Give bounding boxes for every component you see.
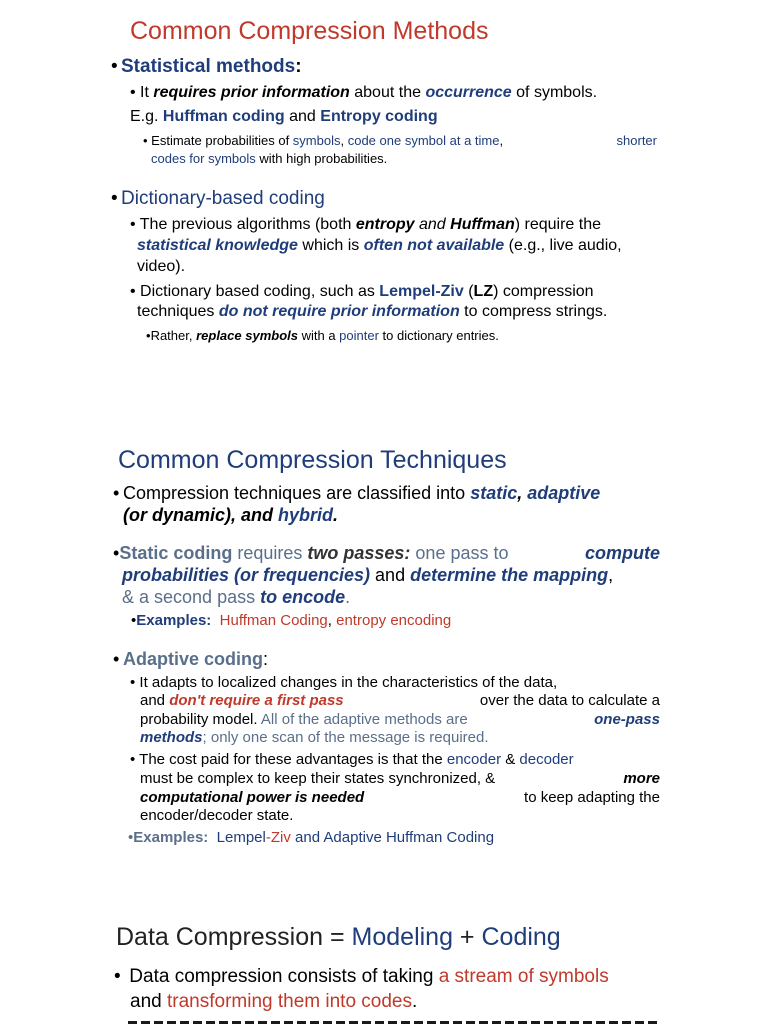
- text: Examples:: [136, 612, 212, 629]
- text: must be complex to keep their states synchronized, &: [140, 770, 500, 787]
- text: ,: [327, 612, 337, 629]
- text: about the: [349, 84, 426, 101]
- text: techniques: [137, 303, 219, 320]
- dict-b1-line2: [137, 237, 622, 255]
- text: ,: [517, 483, 528, 503]
- stat-heading: • Statistical methods:: [111, 56, 302, 77]
- text: Modeling: [351, 923, 453, 951]
- text: requires prior information: [153, 84, 350, 101]
- text: probability model.: [140, 711, 261, 728]
- ad-b1-line1: [130, 674, 660, 691]
- adaptive-heading-text: Adaptive coding: [123, 649, 264, 669]
- text: Compression techniques are classified into: [123, 483, 471, 503]
- text: Examples:: [133, 829, 209, 846]
- text: :: [263, 649, 269, 669]
- static-examples: [131, 612, 451, 629]
- stat-line2: [130, 108, 438, 126]
- text: Data compression consists of taking: [129, 966, 439, 987]
- ad-b1-line3: [140, 711, 660, 728]
- text: entropy: [355, 216, 415, 233]
- text: more: [623, 770, 660, 787]
- text: code one symbol at a time: [347, 133, 500, 148]
- text: Huffman Coding: [219, 612, 328, 629]
- static-line3: [122, 587, 350, 608]
- text: static: [470, 483, 518, 503]
- text: Coding: [481, 923, 561, 951]
- text: a stream of symbols: [438, 966, 609, 987]
- dict-b2-line2: [137, 303, 607, 321]
- text: The previous algorithms (both: [139, 216, 356, 233]
- text: over the data to calculate a: [475, 692, 660, 709]
- text: -Ziv: [265, 829, 291, 846]
- text: encoder: [446, 751, 502, 768]
- text: Estimate probabilities of: [151, 133, 293, 148]
- bullet-glyph: •: [146, 328, 151, 343]
- text: do not require prior information: [218, 303, 460, 320]
- adaptive-examples: [128, 829, 494, 846]
- static-line1: [113, 543, 660, 564]
- text: Rather,: [150, 328, 197, 343]
- dict-sub: [146, 328, 499, 343]
- dict-b2-line1: [130, 283, 657, 301]
- slide2-title: Common Compression Techniques: [118, 446, 507, 474]
- s3-b1-line2: [130, 991, 417, 1013]
- text: It adapts to localized changes in the characteristics of the data,: [139, 674, 558, 691]
- stat-sub-line2: [151, 151, 387, 166]
- text: +: [452, 923, 482, 951]
- bullet-glyph: •: [130, 674, 140, 691]
- text: codes for symbols: [151, 151, 256, 166]
- text: and: [290, 829, 324, 846]
- bullet-glyph: •: [128, 829, 134, 846]
- dict-b1-line1: [130, 216, 657, 234]
- text: ,: [340, 133, 348, 148]
- bullet-glyph: •: [130, 283, 141, 300]
- text: ,: [499, 133, 507, 148]
- ad-b2-line4: encoder/decoder state.: [140, 807, 294, 824]
- text: one pass to: [410, 543, 514, 563]
- text: & a second pass: [122, 587, 261, 607]
- dict-b1-line3: video).: [137, 258, 186, 275]
- slide3-title: [116, 923, 561, 952]
- text: of symbols.: [511, 84, 598, 101]
- text: to dictionary entries.: [378, 328, 499, 343]
- cut-off-line: [128, 1017, 658, 1024]
- text: hybrid: [278, 505, 334, 525]
- s2-b1-line1: • Compression techniques are classified into static, adaptive: [113, 483, 601, 503]
- s2-b1-line2: [123, 505, 338, 526]
- bullet-glyph: •: [143, 133, 152, 148]
- text: requires: [232, 543, 308, 563]
- s3-b1-line1: • Data compression consists of taking a stream of symbols: [114, 966, 609, 987]
- text: decoder: [519, 751, 574, 768]
- text: .: [333, 505, 339, 525]
- text: adaptive: [527, 483, 601, 503]
- text: compute: [584, 543, 660, 563]
- text: and: [140, 692, 170, 709]
- bullet-glyph: •: [130, 216, 140, 233]
- text: and: [284, 108, 321, 125]
- static-line2: [122, 565, 613, 586]
- dict-heading: • Dictionary-based coding: [111, 188, 325, 209]
- text: statistical knowledge: [137, 237, 298, 254]
- text: determine the mapping: [410, 565, 609, 585]
- text: with high probabilities.: [255, 151, 388, 166]
- text: The cost paid for these advantages is that the: [139, 751, 447, 768]
- text: occurrence: [425, 84, 512, 101]
- text: Static coding: [119, 543, 233, 563]
- ad-b2-line2: [140, 770, 660, 787]
- text: .: [412, 991, 418, 1012]
- stat-heading-text: Statistical methods: [121, 56, 296, 77]
- dict-heading-text: Dictionary-based coding: [121, 188, 325, 209]
- text: Data Compression =: [116, 923, 352, 951]
- bullet-glyph: •: [130, 751, 140, 768]
- text: replace symbols: [196, 328, 298, 343]
- ad-b2-line3: [140, 789, 660, 806]
- stat-heading-colon: :: [295, 56, 302, 77]
- bullet-glyph: •: [131, 612, 137, 629]
- text: ) require the: [514, 216, 601, 233]
- text: (e.g., live audio,: [504, 237, 622, 254]
- text: Entropy coding: [320, 108, 438, 125]
- text: ; only one scan of the message is required.: [202, 729, 489, 746]
- text: All of the adaptive methods are: [260, 711, 472, 728]
- text: (or dynamic), and: [123, 505, 279, 525]
- text: Lempel: [216, 829, 266, 846]
- text: Adaptive Huffman Coding: [323, 829, 495, 846]
- adaptive-heading: • Adaptive coding:: [113, 649, 269, 669]
- text: and: [370, 565, 411, 585]
- text: Huffman coding: [162, 108, 285, 125]
- text: LZ: [473, 283, 494, 300]
- text: &: [501, 751, 520, 768]
- text: symbols: [292, 133, 341, 148]
- slide1-title: Common Compression Methods: [130, 17, 489, 45]
- text: Dictionary based coding, such as: [140, 283, 380, 300]
- ad-b2-line1: [130, 751, 660, 768]
- ad-b1-line2: [140, 692, 660, 709]
- text: probabilities (or frequencies): [122, 565, 371, 585]
- text: It: [140, 84, 154, 101]
- text: often not available: [363, 237, 505, 254]
- text: ) compression: [493, 283, 594, 300]
- text: E.g.: [130, 108, 163, 125]
- text: which is: [297, 237, 364, 254]
- text: with a: [297, 328, 340, 343]
- text: methods: [140, 729, 203, 746]
- text: shorter: [616, 133, 657, 148]
- text: Huffman: [450, 216, 515, 233]
- bullet-glyph: •: [113, 543, 120, 563]
- text: transforming them into codes: [166, 991, 412, 1012]
- text: .: [345, 587, 351, 607]
- text: to keep adapting the: [519, 789, 660, 806]
- text: entropy encoding: [336, 612, 452, 629]
- text: to encode: [260, 587, 346, 607]
- stat-line1: • It requires prior information about the occurrence of symbols.: [130, 84, 598, 101]
- text: and: [130, 991, 167, 1012]
- stat-sub-line1: [143, 133, 657, 148]
- text: don't require a first pass: [169, 692, 344, 709]
- text: and: [414, 216, 451, 233]
- text: ,: [608, 565, 614, 585]
- text: to compress strings.: [459, 303, 608, 320]
- ad-b1-line4: [140, 729, 489, 746]
- text: two passes:: [307, 543, 411, 563]
- text: pointer: [339, 328, 379, 343]
- text: one-pass: [594, 711, 660, 728]
- text: computational power is needed: [140, 789, 365, 806]
- text: (: [463, 283, 474, 300]
- text: Lempel-Ziv: [379, 283, 464, 300]
